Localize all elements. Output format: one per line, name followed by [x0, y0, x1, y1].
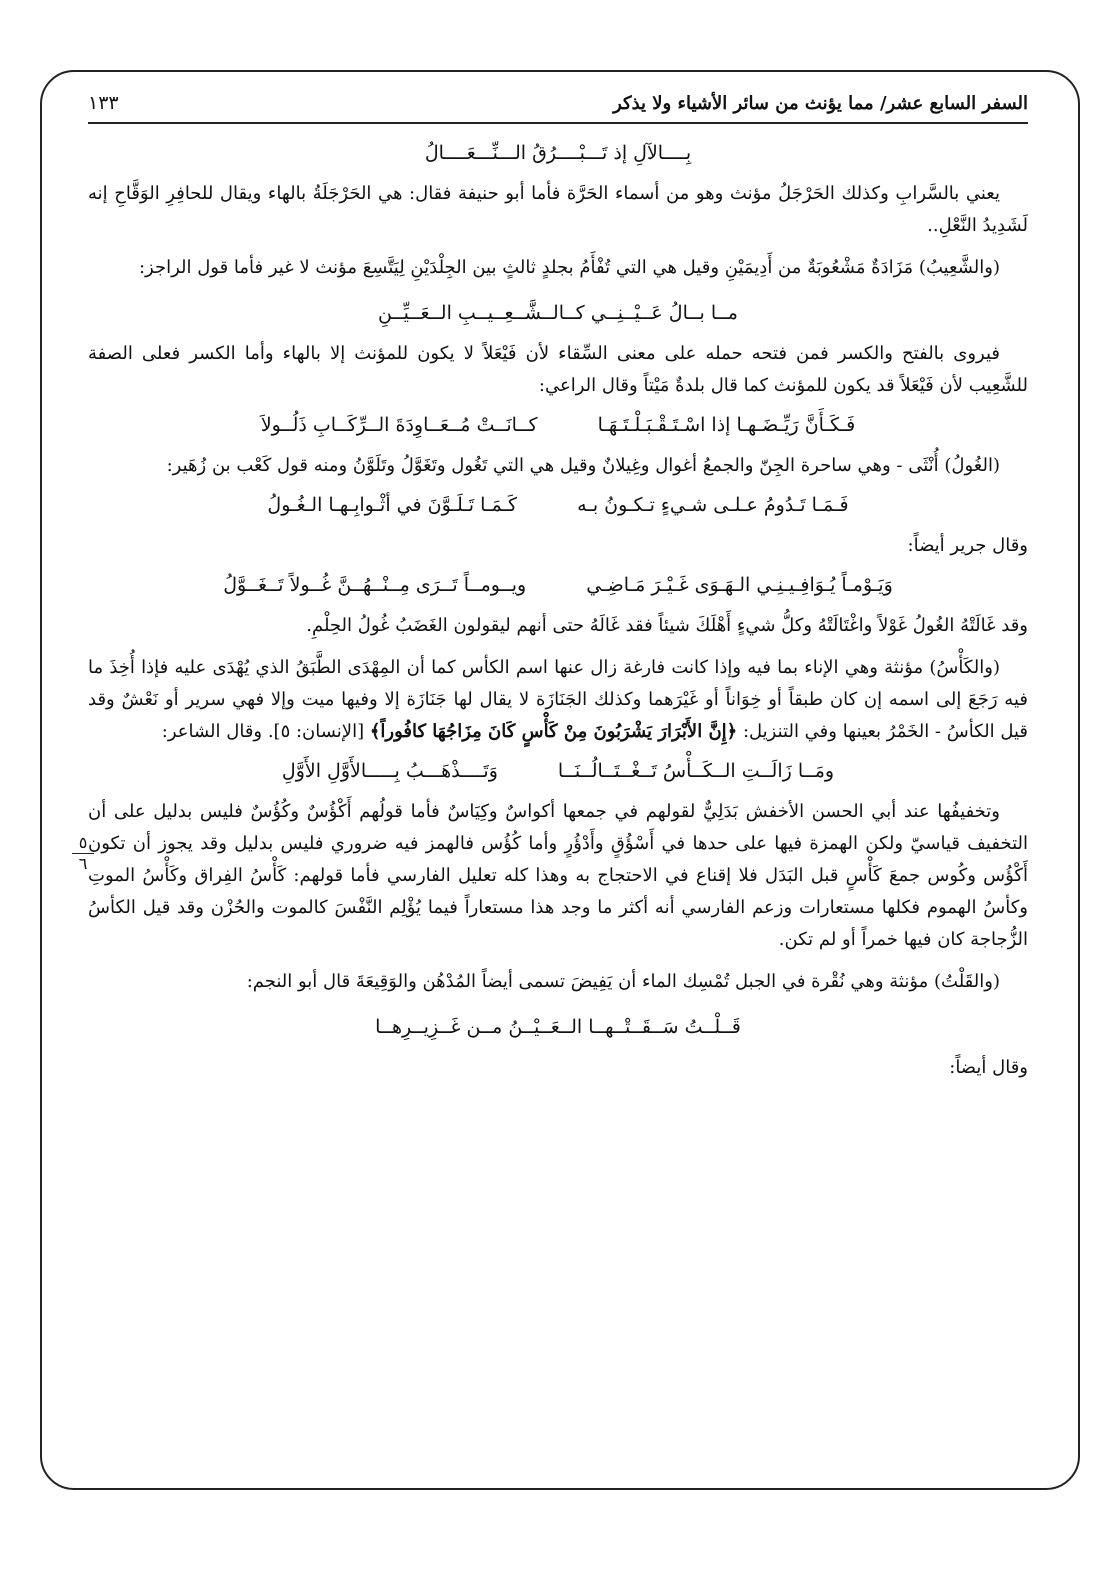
verse-hemistich-first: فَـمَـا تَـدُومُ عـلـى شـيءٍ تـكـونُ بـه [577, 494, 849, 516]
verse-hemistich-second: كَـمَـا تَـلَـوَّنَ في أثْـوابِـهـا الـغُـولُ [267, 494, 518, 516]
paragraph-text: (والكَأْسُ) مؤنثة وهي الإناء بما فيه وإذا كانت فارغة زال عنها اسم الكأس كما أن المِهْدَى الطَّبَقُ الذي يُهْدَى عليه فإذا أُخِذَ ما فيه رَجَعَ إلى اسمه إن كان طبقاً أو خِوَاناً أو غَيْرَهما وكذلك الجَنَازَة لا يقال لها جَنَازَة إلا وفيها ميت وإلا فهي سرير أو نَعْشٌ وقد قيل الكأسُ - الخَمْرُ بعينها وفي التنزيل: [88, 657, 1028, 742]
paragraph-text: وقد غَالَتْهُ الغُولُ غَوْلاً واغْتَالَتْهُ وكلُّ شيءٍ أَهْلَكَ شيئاً فقد غَالَهُ حتى أنهم ليقولون الغَضَبُ غُولُ الحِلْمِ. [306, 615, 1028, 636]
verse-line: مــا بــالُ عَــيْــنِــي كــالــشَّــعِــيــبِ الــعَــيِّــنِ [378, 302, 738, 324]
marginal-numerator: ٥ [78, 833, 88, 852]
paragraph [88, 1052, 1028, 1084]
paragraph-text: وقال جرير أيضاً: [907, 535, 1028, 556]
paragraph [88, 652, 1028, 748]
marginal-denominator: ٦ [78, 854, 88, 873]
paragraph-text: (الغُولُ) أُنْثَى - وهي ساحرة الجِنّ والجمعُ أغوال وغِيلانٌ وقيل هي التي تَغُول وتَغَوَّلُ وتَلَوَّنُ ومنه قول كَعْب بن زُهَير: [166, 455, 1000, 476]
quran-reference: [الإنسان: ٥]. وقال الشاعر: [161, 721, 365, 742]
verse-hemistich-second: كــانَــتْ مُــعَــاوِدَةَ الــرِّكَــابِ ذَلُــولاَ [260, 414, 538, 436]
paragraph-text: وقال أيضاً: [949, 1057, 1028, 1078]
paragraph-text: (والشَّعِيبُ) مَزَادَةٌ مَشْعُوبَةٌ من أَدِيمَيْنِ وقيل هي التي تُفْأَمُ بجلدٍ ثالثٍ بين الجِلْدَيْنِ لِيَتَّسِعَ مؤنث لا غير فأما قول الراجز: [138, 257, 1000, 278]
paragraph-text: يعني بالسَّرابِ وكذلك الحَرْجَلُ مؤنث وهو من أسماء الحَرَّة فأما أبو حنيفة فقال: هي الحَرْجَلَةُ بالهاء ويقال للحافِرِ الوَقَّاحِ إنه لَشَدِيدُ النَّعْلِ.. [88, 183, 1028, 236]
paragraph [88, 338, 1028, 402]
paragraph-text: (والقَلْتُ) مؤنثة وهي نُقْرة في الجبل تُمْسِك الماء أن يَفِيضَ تسمى أيضاً المُدْهُن والوَقِيعَةَ قال أبو النجم: [246, 971, 1000, 992]
paragraph [88, 178, 1028, 242]
verse-line: بِــــالآلِ إذ تَـــبْــــرُقُ الـــنِّـــعَــــالُ [424, 142, 692, 164]
paragraph-text: وتخفيفُها عند أبي الحسن الأخفش بَدَلِيٌّ لقولهم في جمعها أكواسٌ وكِيَاسٌ فأما قولُهم أَكْؤُسٌ وكُؤُسٌ فليس بدليل على أن التخفيف قياسيّ ولكن الهمزة فيها على حدها في أَسْؤُقٍ وأَدْؤُرٍ وأما كُؤُس فالهمز فيه ضروري فليس بدليل وقد يجوز أن تكون أَكْؤُس وكُوس جمعَ كَأْسٍ قبل البَدَل فلا إقناع في الاحتجاج به وهذا كله تعليل الفارسي فأما قولهم: كَأْسُ الفِراق وكَأْسُ الموتِ وكأسُ الهموم فكلها مستعارات وزعم الفارسي أنه أكثر ما وجد هذا مستعاراً فيما يُؤْلِم النَّفْسَ كالموت والحُزْن وقد قيل الكأسُ الزُّجاجة كان فيها خمراً أو لم تكن. [88, 801, 1029, 950]
quran-quote: ﴿إِنَّ الأَبْرَارَ يَشْرَبُونَ مِنْ كَأْسٍ كَانَ مِزَاجُهَا كافُوراً﴾ [369, 721, 738, 742]
page-number: ١٣٣ [88, 92, 119, 114]
verse-hemistich-first: ومَــا زَالَــتِ الــكَــأْسُ تَــغْــتَــالُــنَــا [557, 760, 835, 782]
verse-couplet [88, 414, 1028, 436]
verse-hemistich-first: وَيَـوْمـاً يُـوَافِـيـنِـي الـهَـوَى غَـيْـرَ مَـاضِـي [586, 574, 893, 596]
verse-hemistich-first: فَـكَـأَنَّ رَيِّـضَـهـا إذا اسْـتَـقْـبَـلْـتَـهَـا [597, 414, 856, 436]
paragraph [88, 966, 1028, 998]
paragraph [88, 610, 1028, 642]
page-content [88, 84, 1028, 1094]
paragraph [88, 530, 1028, 562]
verse-hemistich-second: ويــومــاً تَــرَى مِــنْــهُــنَّ غُــولاً تَــغَــوَّلُ [223, 574, 527, 596]
verse-couplet [88, 760, 1028, 782]
paragraph-text: فيروى بالفتح والكسر فمن فتحه حمله على معنى السِّقاء لأن فَيْعَلاً لا يكون للمؤنث إلا بالهاء وأما الكسر فعلى الصفة للشَّعِيب لأن فَيْعَلاً قد يكون للمؤنث كما قال بلدةٌ مَيْتاً وقال الراعي: [88, 343, 1028, 396]
verse-line: قَــلْــتُ سَــقَــتْــهــا الــعَــيْــنُ مــن غَــزِيــرِهــا [375, 1016, 741, 1038]
header-title: السفر السابع عشر/ مما يؤنث من سائر الأشياء ولا يذكر [613, 93, 1028, 114]
verse-hemistich-second: وَتَــــذْهَـــبُ بِـــــالأَوَّلِ الأَوَّلِ [281, 760, 498, 782]
paragraph [88, 796, 1028, 956]
paragraph [88, 450, 1028, 482]
verse-couplet [88, 494, 1028, 516]
paragraph [88, 252, 1028, 284]
running-header [88, 84, 1028, 124]
verse-couplet [88, 574, 1028, 596]
